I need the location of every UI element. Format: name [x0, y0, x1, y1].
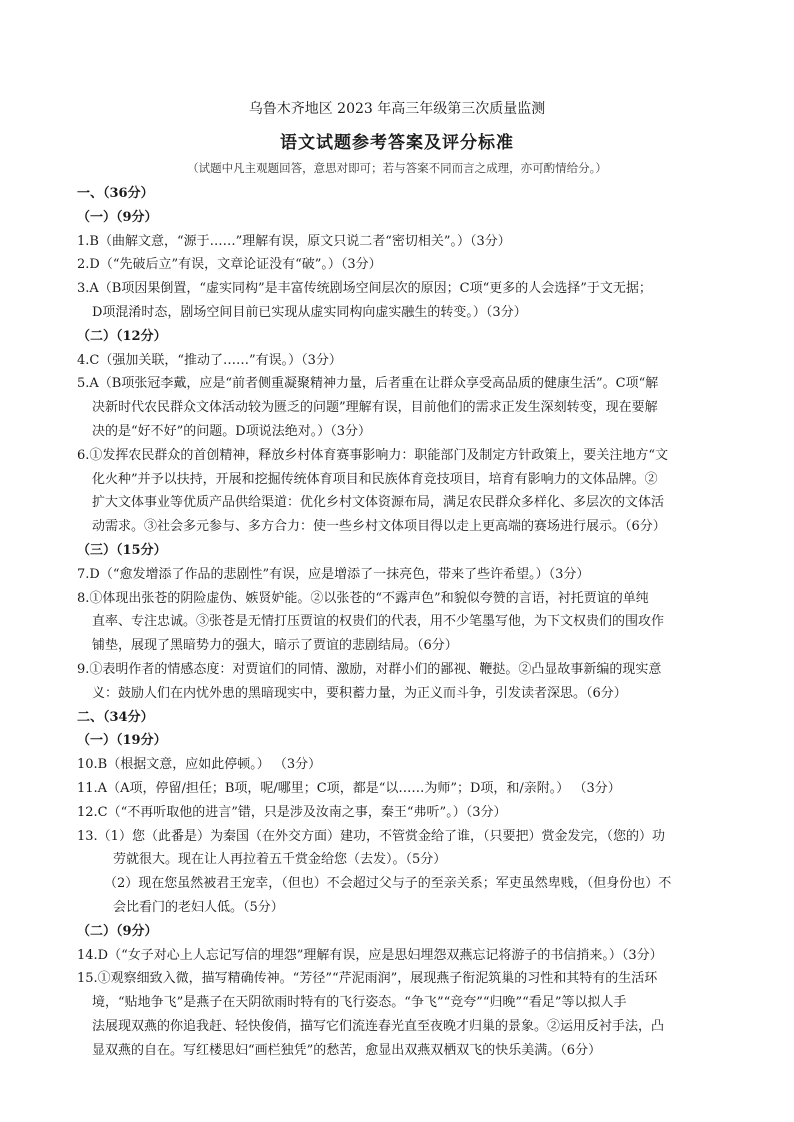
- answer-line: 劳就很大。现在让人再拉着五千赏金给您（去发）。（5分）: [113, 852, 447, 868]
- answer-line: 9.①表明作者的情感态度：对贾谊们的同情、激励，对群小们的鄙视、鞭挞。②凸显故事新编的现实意: [77, 661, 662, 677]
- answer-line: 15.①观察细致入微，描写精确传神。“芳径”“芹泥雨润”，展现燕子衔泥筑巢的习性和其特有的生活环: [77, 971, 658, 987]
- section-heading: 一、（36分）: [77, 186, 154, 201]
- answer-line: 会比看门的老妇人低。（5分）: [113, 899, 284, 915]
- answer-line: 2.D（“先破后立”有误，文章论证没有“破”。）（3分）: [77, 257, 382, 273]
- answer-line: 5.A（B项张冠李戴，应是“前者侧重凝聚精神力量，后者重在让群众享受高品质的健康生活”。C项“解: [77, 376, 659, 392]
- subsection-heading: （二）（9分）: [77, 923, 158, 939]
- answer-line: 1.B（曲解文意，“源于……”理解有误，原文只说二者“密切相关”。）（3分）: [77, 233, 511, 249]
- section-heading: 二、（34分）: [77, 709, 154, 725]
- answer-line: 6.①发挥农民群众的首创精神，释放乡村体育赛事影响力：职能部门及制定方针政策上，要关注地方“文: [77, 447, 669, 463]
- exam-title: 乌鲁木齐地区 2023 年高三年级第三次质量监测: [248, 101, 546, 117]
- answer-line: 义：鼓励人们在内忧外患的黑暗现实中，要积蓄力量，为正义而斗争，引发读者深思。（6分）: [92, 685, 627, 701]
- answer-line: 直率、专注忠诚。③张苍是无情打压贾谊的权贵们的代表，用不少笔墨写他，为下文权贵们的围攻作: [92, 614, 665, 630]
- answer-line: 动需求。③社会多元参与、多方合力：使一些乡村文体项目得以走上更高端的赛场进行展示。（6分）: [92, 519, 666, 535]
- answer-line: 11.A（A项，停留/担任；B项，呢/哪里；C项，都是“以……为师”；D项，和/亲附。） （3分）: [77, 780, 621, 796]
- answer-line: 10.B（根据文意，应如此停顿。） （3分）: [77, 757, 322, 773]
- answer-line: D项混淆时态，剧场空间目前已实现从虚实同构向虚实融生的转变。）（3分）: [92, 304, 527, 320]
- answer-line: 境，“贴地争飞”是燕子在天阴欲雨时特有的飞行姿态。“争飞”“竞夸”“归晚”“看足”等以拟人手: [92, 995, 627, 1011]
- answer-line: 14.D（“女子对心上人忘记写信的埋怨”理解有误，应是思妇埋怨双燕忘记将游子的书信捎来。）（3分）: [77, 947, 663, 963]
- answer-line: 决的是“好不好”的问题。D项说法绝对。）（3分）: [92, 423, 371, 439]
- answer-line: 3.A（B项因果倒置，“虚实同构”是丰富传统剧场空间层次的原因；C项“更多的人会选择”于文无据；: [77, 281, 652, 297]
- answer-line: 8.①体现出张苍的阴险虚伪、嫉贤妒能。②以张苍的“不露声色”和貌似夸赞的言语，衬托贾谊的单纯: [77, 590, 649, 606]
- answer-line: 铺垫，展现了黑暗势力的强大，暗示了贾谊的悲剧结局。（6分）: [92, 638, 458, 654]
- answer-line: 显双燕的自在。写红楼思妇“画栏独凭”的愁苦，愈显出双燕双栖双飞的快乐美满。（6分）: [92, 1042, 602, 1058]
- answer-line: 决新时代农民群众文体活动较为匮乏的问题”理解有误，目前他们的需求正发生深刻转变，现在要解: [92, 400, 658, 416]
- document-title: 语文试题参考答案及评分标准: [280, 133, 514, 153]
- answer-line: 7.D（“愈发增添了作品的悲剧性”有误，应是增添了一抹亮色，带来了些许希望。）（3分）: [77, 566, 590, 582]
- answer-line: 12.C（“不再听取他的进言”错，只是涉及汝南之事，秦王“弗听”。）（3分）: [77, 804, 507, 820]
- answer-line: 4.C（强加关联，“推动了……”有误。）（3分）: [77, 352, 342, 368]
- answer-content: [77, 182, 722, 1062]
- subsection-heading: （一）（19分）: [77, 733, 167, 749]
- subsection-heading: （三）（15分）: [77, 542, 167, 558]
- answer-line: 扩大文体事业等优质产品供给渠道：优化乡村文体资源布局，满足农民群众多样化、多层次的文体活: [92, 495, 665, 511]
- answer-line: 13.（1）您（此番是）为秦国（在外交方面）建功，不管赏金给了谁，（只要把）赏金发完，（您的）功: [77, 828, 665, 844]
- subsection-heading: （二）（12分）: [77, 328, 167, 344]
- answer-line: （2）现在您虽然被君王宠幸，（但也）不会超过父与子的至亲关系；军吏虽然卑贱，（但身份也）不: [104, 876, 672, 892]
- grading-note: （试题中凡主观题回答，意思对即可；若与答案不同而言之成理，亦可酌情给分。）: [187, 161, 607, 175]
- subsection-heading: （一）（9分）: [77, 209, 158, 225]
- answer-line: 法展现双燕的你追我赶、轻快俊俏，描写它们流连春光直至夜晚才归巢的景象。②运用反衬手法，凸: [92, 1018, 665, 1034]
- answer-line: 化火种”并予以扶持，开展和挖掘传统体育项目和民族体育竞技项目，培育有影响力的文体品牌。②: [92, 471, 658, 487]
